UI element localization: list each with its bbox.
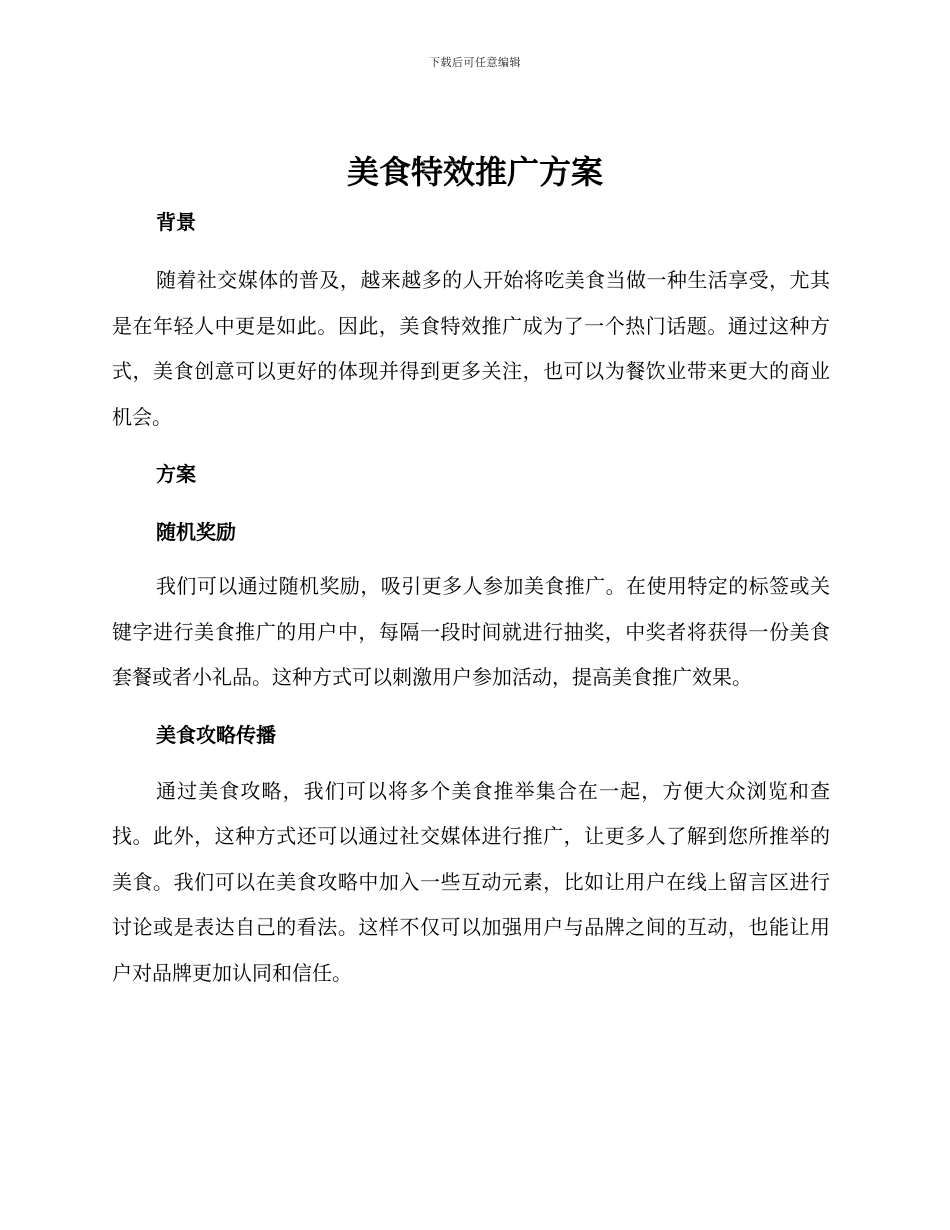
section-heading-random-reward: 随机奖励 (156, 520, 236, 544)
section-paragraph-food-guide: 通过美食攻略，我们可以将多个美食推举集合在一起，方便大众浏览和查找。此外，这种方式还可以通过社交媒体进行推广，让更多人了解到您所推举的美食。我们可以在美食攻略中加入一些互动元素，比如让用户在线上留言区进行讨论或是表达自己的看法。这样不仅可以加强用户与品牌之间的互动，也能让用户对品牌更加认同和信任。 (112, 778, 830, 985)
section-heading-plan: 方案 (156, 462, 196, 486)
section-heading-background: 背景 (156, 210, 196, 234)
section-paragraph-background: 随着社交媒体的普及，越来越多的人开始将吃美食当做一种生活享受，尤其是在年轻人中更是如此。因此，美食特效推广成为了一个热门话题。通过这种方式，美食创意可以更好的体现并得到更多关注，也可以为餐饮业带来更大的商业机会。 (112, 268, 830, 429)
document-body (112, 200, 830, 996)
section-paragraph-random-reward: 我们可以通过随机奖励，吸引更多人参加美食推广。在使用特定的标签或关键字进行美食推广的用户中，每隔一段时间就进行抽奖，中奖者将获得一份美食套餐或者小礼品。这种方式可以刺激用户参加活动，提高美食推广效果。 (112, 574, 830, 689)
section-heading-food-guide: 美食攻略传播 (156, 722, 276, 747)
document-title: 美食特效推广方案 (346, 153, 603, 191)
page-header-note: 下载后可任意编辑 (429, 56, 521, 69)
